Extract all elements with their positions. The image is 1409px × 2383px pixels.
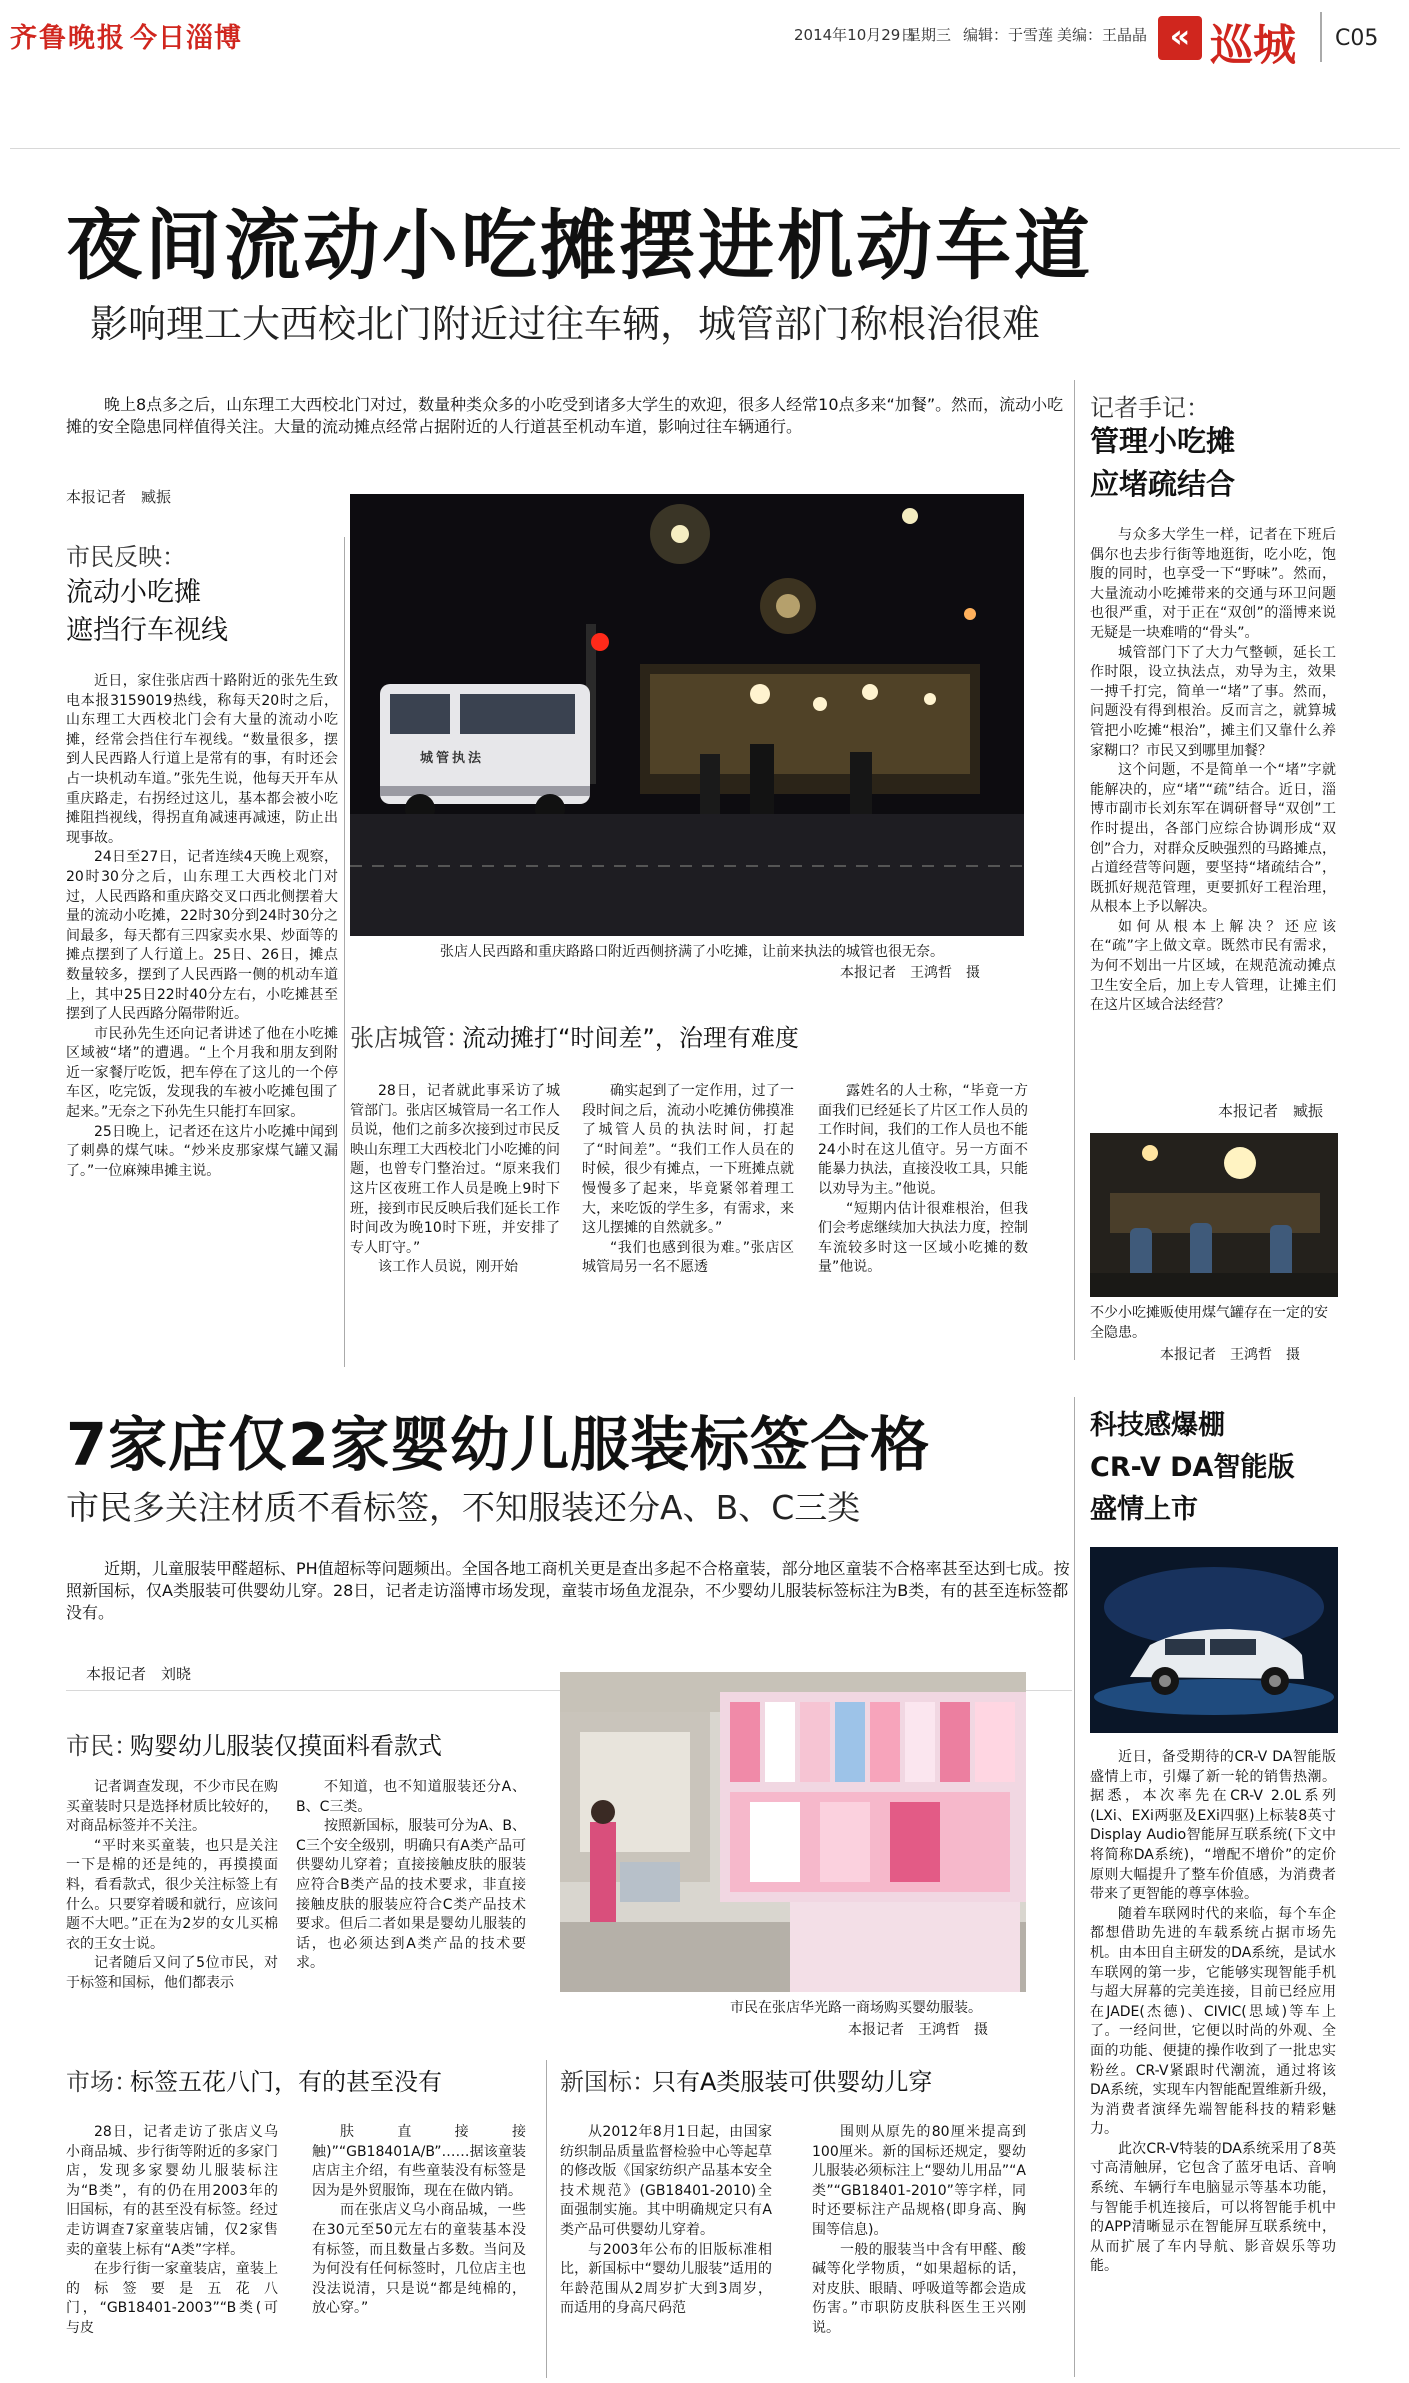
paragraph: 肤直接接触)”“GB18401A/B”……据该童装店店主介绍，有些童装没有标签是因为是外贸服饰，现在在做内销。 [312,2124,526,2199]
paragraph: 25日晚上，记者还在这片小吃摊中闻到了刺鼻的煤气味。“炒米皮那家煤气罐又漏了。”一位麻辣串摊主说。 [66,1123,338,1179]
night-photo-caption: 张店人民西路和重庆路路口附近西侧挤满了小吃摊，让前来执法的城管也很无奈。 [440,944,944,960]
story1-lead: 晚上8点多之后，山东理工大西校北门对过，数量种类众多的小吃受到诸多大学生的欢迎，很多人经常10点多来“加餐”。然而，流动小吃摊的安全隐患同样值得关注。大量的流动摊点经常占据附近的人行道甚至机动车道，影响过往车辆通行。 [66,395,1064,436]
paragraph: 近日，家住张店西十路附近的张先生致电本报3159019热线，称每天20时之后，山东理工大西校北门会有大量的流动小吃摊，经常会挡住行车视线。“数量很多，摆到人民西路人行道上是常有的事，有时还会占一块机动车道。”张先生说，他每天开车从重庆路走，右拐经过这儿，基本都会被小吃摊阻挡视线，得拐直角减速再减速，防止出现事故。 [66,673,338,846]
story1-byline: 本报记者 臧振 [66,488,172,506]
sidebar1-byline: 本报记者 臧振 [1218,1102,1324,1120]
baby-clothing-store-photo [560,1672,1026,1992]
story2-part2-col-a [66,2123,278,2377]
paragraph: 随着车联网时代的来临，每个车企都想借助先进的车载系统占据市场先机。由本田自主研发的DA系统，是试水车联网的第一步，它能够实现智能手机与超大屏幕的完美连接，目前已经应用在JADE(杰德)、CIVIC(思域)等车上了。一经问世，它便以时尚的外观、全面的功能、便捷的操作收到了一批忠实粉丝。CR-V紧跟时代潮流，通过将该DA系统，实现车内智能配置维新升级，为消费者演绎先端智能科技的精彩魅力。 [1090,1905,1336,2138]
section-title: 巡城 [1210,21,1296,71]
paragraph: 从2012年8月1日起，由国家纺织制品质量监督检验中心等起草的修改版《国家纺织产品基本安全技术规范》(GB18401-2010)全面强制实施。其中明确规定只有A类产品可供婴幼儿穿着。 [560,2124,772,2238]
story1-col1-kicker: 市民反映： [66,543,186,571]
story2-subhead: 市民多关注材质不看标签，不知服装还分A、B、C三类 [66,1488,861,1527]
story1-subhead: 影响理工大西校北门附近过往车辆，城管部门称根治很难 [90,302,1041,346]
paragraph: 24日至27日，记者连续4天晚上观察，20时30分之后，山东理工大西校北门对过，人民西路和重庆路交叉口西北侧摆着大量的流动小吃摊，22时30分到24时30分之间最多，每天都有三四家卖水果、炒面等的摊点摆到了人行道上。25日、26日，摊点数量较多，摆到了人民西路一侧的机动车道上，其中25日22时40分左右，小吃摊甚至摆到了人民西路分隔带附近。 [66,849,338,1023]
newspaper-brand-logo: 齐鲁晚报 [10,23,126,54]
issue-date: 2014年10月29日 [794,26,916,44]
paragraph: “短期内估计很难根治，但我们会考虑继续加大执法力度，控制车流较多时这一区域小吃摊的数量”他说。 [818,1200,1028,1276]
story2-part3-kicker: 新国标： [560,2068,656,2096]
story2-part2-col-b [312,2123,526,2377]
story1-headline: 夜间流动小吃摊摆进机动车道 [66,201,1093,290]
paragraph: 该工作人员说，刚开始 [378,1259,518,1276]
gas-cylinder-photo [1090,1133,1338,1297]
paragraph: 按照新国标，服装可分为A、B、C三个安全级别，明确只有A类产品可供婴幼儿穿着；直接接触皮肤的服装应符合B类产品的技术要求，非直接接触皮肤的服装应符合C类产品技术要求。但后二者如果是婴幼儿服装的话，也必须达到A类产品的技术要求。 [296,1818,526,1972]
story2-part1-col-a [66,1778,278,2034]
story1-col1-title: 流动小吃摊 遮挡行车视线 [66,577,228,646]
paragraph: 而在张店义乌小商品城，一些在30元至50元左右的童装基本没有标签，而且数量占多数。当问及为何没有任何标签时，几位店主也没法说清，只是说“都是纯棉的，放心穿。” [312,2202,526,2317]
sidebar1-divider [1074,380,1075,1360]
page-number: C05 [1335,26,1379,51]
section-chevron-icon: « [1158,16,1202,60]
paragraph: 28日，记者就此事采访了城管部门。张店区城管局一名工作人员说，他们之前多次接到过市民反映山东理工大西校北门小吃摊的问题，也曾专门整治过。“原来我们这片区夜班工作人员是晚上9时下班，接到市民反映后我们延长工作时间改为晚10时下班，并安排了专人盯守。” [350,1083,560,1256]
header-rule [10,148,1400,149]
sidebar2-body [1090,1748,1336,2376]
paragraph: 露姓名的人士称，“毕竟一方面我们已经延长了片区工作人员的工作时间，我们的工作人员也不能24小时在这儿值守。另一方面不能暴力执法，直接没收工具，只能以劝导为主。”他说。 [818,1083,1028,1197]
gas-photo-credit: 本报记者 王鸿哲 摄 [1160,1347,1300,1363]
night-photo-credit: 本报记者 王鸿哲 摄 [840,965,980,981]
gas-photo-caption: 不少小吃摊贩使用煤气罐存在一定的安全隐患。 [1090,1305,1328,1341]
paragraph: 确实起到了一定作用，过了一段时间之后，流动小吃摊仿佛摸准了城管人员的执法时间，打起了“时间差”。“我们工作人员在的时候，很少有摊点，一下班摊点就慢慢多了起来，毕竟紧邻着理工大，来吃饭的学生多，有需求，来这儿摆摊的自然就多。” [582,1083,794,1237]
paragraph: 与2003年公布的旧版标准相比，新国标中“婴幼儿服装”适用的年龄范围从2周岁扩大到3周岁，而适用的身高尺码范 [560,2241,772,2317]
story1-part2-col-b [582,1082,794,1348]
paragraph: 一般的服装当中含有甲醛、酸碱等化学物质，“如果超标的话，对皮肤、眼睛、呼吸道等都会造成伤害。”市职防皮肤科医生王兴刚说。 [812,2241,1026,2336]
story2-part1-kicker: 市民： [66,1732,138,1760]
paragraph: 城管部门下了大力气整顿，延长工作时限，设立执法点，劝导为主，效果一搏千打完，简单一“堵”了事。然而，问题没有得到根治。反而言之，就算城管把小吃摊“根治”，摊主们又靠什么养家糊口？市民又到哪里加餐？ [1090,644,1336,759]
paragraph: 记者调查发现，不少市民在购买童装时只是选择材质比较好的，对商品标签并不关注。 [66,1779,278,1835]
paragraph: 近日，备受期待的CR-V DA智能版盛情上市，引爆了新一轮的销售热潮。据悉，本次率先在CR-V 2.0L系列(LXi、EXi两驱及EXi四驱)上标装8英寸Display Audio智能屏互联系统(下文中将简称DA系统)，“增配不增价”的定价原则大幅提升了整车价值感，为消费者带来了更智能的尊享体验。 [1090,1749,1336,1903]
story1-col1-body [66,672,338,1354]
story2-part3-col-b [812,2123,1026,2377]
paragraph: 记者随后又问了5位市民，对于标签和国标，他们都表示 [66,1955,278,1991]
paragraph: 与众多大学生一样，记者在下班后偶尔也去步行街等地逛街，吃小吃，饱腹的同时，也享受一下“野味”。然而，大量流动小吃摊带来的交通与环卫问题也很严重，对于正在“双创”的淄博来说无疑是一块难啃的“骨头”。 [1090,527,1336,641]
story1-part2-col-a [350,1082,560,1348]
column-divider-2 [546,2060,547,2378]
story2-byline: 本报记者 刘晓 [86,1665,192,1683]
paragraph: 在步行街一家童装店，童装上的标签要是五花八门，“GB18401-2003”“B类(可与皮 [66,2261,278,2336]
story1-part2-col-c [818,1082,1028,1348]
column-divider [344,537,345,1367]
paragraph: 围则从原先的80厘米提高到100厘米。新的国标还规定，婴幼儿服装必须标注上“婴幼儿用品”“A类”“GB18401-2010”等字样，同时还要标注产品规格(即身高、胸围等信息)。 [812,2124,1026,2238]
editor-credit: 编辑：于雪莲 [963,26,1054,44]
story2-part2-kicker: 市场： [66,2068,138,2096]
edition-name: 今日淄博 [130,23,242,54]
story2-part3-title: 只有A类服装可供婴幼儿穿 [652,2068,933,2096]
sidebar2-title: 科技感爆棚 CR-V DA智能版 盛情上市 [1090,1410,1295,1525]
issue-weekday: 星期三 [906,26,952,44]
store-photo-credit: 本报记者 王鸿哲 摄 [848,2022,988,2038]
van-label-text: 城管执法 [420,751,485,766]
designer-credit: 美编：王晶晶 [1057,26,1148,44]
paragraph: 如何从根本上解决？还应该在“疏”字上做文章。既然市民有需求，为何不划出一片区域，在规范流动摊点卫生安全后，加上专人管理，让摊主们在这片区域合法经营？ [1090,918,1336,1014]
story2-lead: 近期，儿童服装甲醛超标、PH值超标等问题频出。全国各地工商机关更是查出多起不合格童装，部分地区童装不合格率甚至达到七成。按照新国标，仅A类服装可供婴幼儿穿。28日，记者走访淄博市场发现，童装市场鱼龙混杂，不少婴幼儿服装标签标注为B类，有的甚至连标签都没有。 [66,1559,1070,1622]
paragraph: “我们也感到很为难。”张店区城管局另一名不愿透 [582,1239,794,1276]
story2-headline: 7家店仅2家婴幼儿服装标签合格 [66,1410,931,1479]
story1-part2-kicker: 张店城管： [350,1024,470,1052]
sidebar2-divider [1074,1397,1075,2377]
paragraph: 此次CR-V特装的DA系统采用了8英寸高清触屏，它包含了蓝牙电话、音响系统、车辆行车电脑显示等基本功能，与智能手机连接后，可以将智能手机中的APP清晰显示在智能屏互联系统中，从而扩展了车内导航、影音娱乐等功能。 [1090,2140,1336,2275]
night-food-stalls-photo [350,494,1024,936]
paragraph: “平时来买童装，也只是关注一下是棉的还是纯的，再摸摸面料，看看款式，很少关注标签上有什么。只要穿着暖和就行，应该问题不大吧。”正在为2岁的女儿买棉衣的王女士说。 [66,1837,278,1952]
story2-part2-title: 标签五花八门，有的甚至没有 [130,2068,442,2096]
sidebar1-kicker: 记者手记： [1090,394,1210,422]
story2-part1-title: 购婴幼儿服装仅摸面料看款式 [130,1732,442,1760]
store-photo-caption: 市民在张店华光路一商场购买婴幼服装。 [730,2000,982,2016]
sidebar1-title: 管理小吃摊 应堵疏结合 [1090,424,1236,501]
story2-part3-col-a [560,2123,772,2377]
paragraph: 不知道，也不知道服装还分A、B、C三类。 [296,1779,526,1815]
paragraph: 市民孙先生还向记者讲述了他在小吃摊区域被“堵”的遭遇。“上个月我和朋友到附近一家餐厅吃饭，把车停在了这儿的一个停车区，吃完饭，发现我的车被小吃摊包围了起来。”无奈之下孙先生只能打车回家。 [66,1025,338,1121]
sidebar1-body [1090,526,1336,1104]
story2-part1-col-b [296,1778,526,2034]
header-divider [1320,12,1322,62]
suv-car-photo [1090,1547,1338,1733]
story1-part2-title: 流动摊打“时间差”，治理有难度 [462,1024,799,1052]
paragraph: 这个问题，不是简单一个“堵”字就能解决的，应“堵”“疏”结合。近日，淄博市副市长刘东军在调研督导“双创”工作时提出，各部门应综合协调形成“双创”合力，对群众反映强烈的马路摊点，占道经营等问题，要坚持“堵疏结合”，既抓好规范管理，更要抓好工程治理，从根本上予以解决。 [1090,762,1336,916]
paragraph: 28日，记者走访了张店义乌小商品城、步行街等附近的多家门店，发现多家婴幼儿服装标注为“B类”，有的仍在用2003年的旧国标，有的甚至没有标签。经过走访调查7家童装店铺，仅2家售卖的童装上标有“A类”字样。 [66,2124,278,2258]
